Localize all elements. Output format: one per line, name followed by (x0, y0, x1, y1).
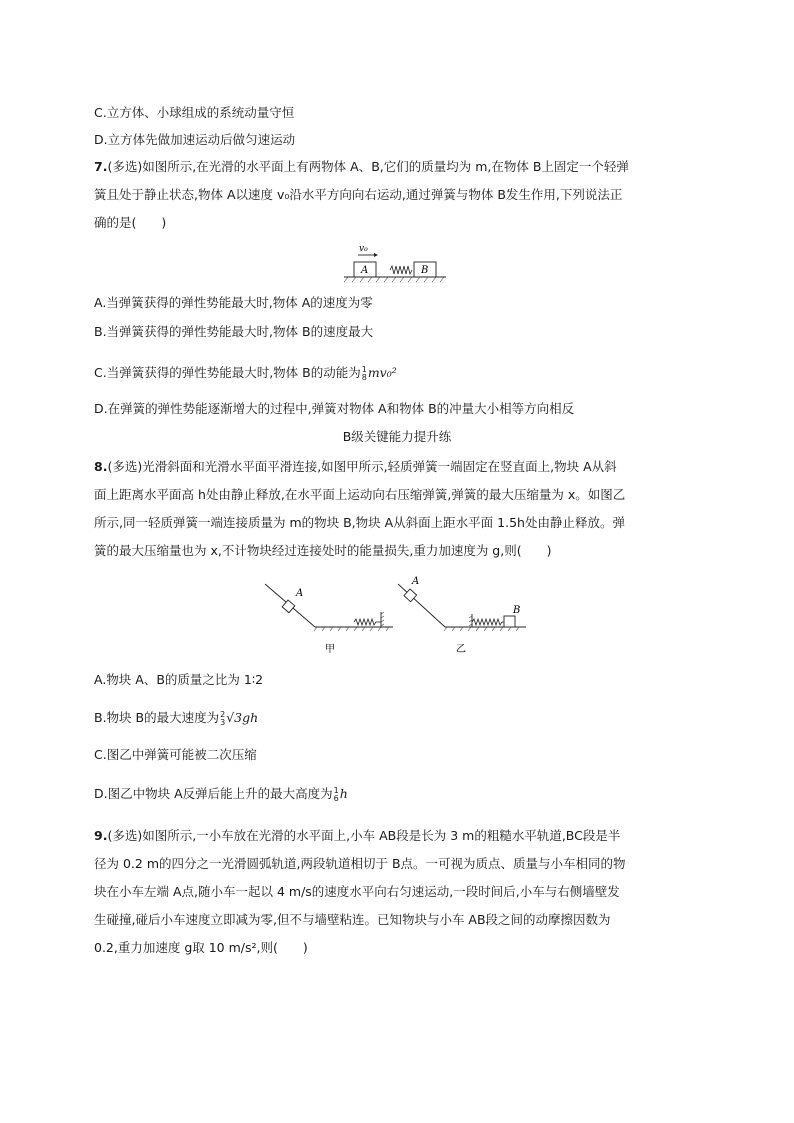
q7-stem-line1 (94, 158, 629, 176)
q7-fig-arrow-head (374, 253, 378, 257)
q8-stem-line3: 所示,同一轻质弹簧一端连接质量为 m的物块 B,物块 A从斜面上距水平面 1.5h处由静止释放。弹 (94, 515, 625, 530)
q7-frac-num: 1 (361, 364, 367, 374)
q7-option-c-fraction (362, 366, 367, 382)
q8-fig-left-wall-hatch (381, 612, 384, 626)
q8-fig-right-label-a: A (412, 576, 420, 587)
q7-stem-line2: 簧且处于静止状态,物体 A以速度 v₀沿水平方向向右运动,通过弹簧与物体 B发生作用,下列说法正 (94, 187, 623, 202)
q7-option-c-tail: mv₀² (367, 365, 397, 380)
q7-fig-label-a: A (361, 265, 369, 276)
q7-option-b: B.当弹簧获得的弹性势能最大时,物体 B的速度最大 (94, 324, 374, 339)
q8-option-b-prefix: B.物块 B的最大速度为 (94, 710, 220, 725)
q8-fig-right-label-b: B (513, 605, 521, 616)
q8-b-frac-num: 2 (220, 709, 226, 719)
q8-option-d-prefix: D.图乙中物块 A反弹后能上升的最大高度为 (94, 786, 333, 801)
q8-number: 8. (94, 459, 108, 474)
q8-option-c: C.图乙中弹簧可能被二次压缩 (94, 747, 257, 762)
q9-stem-text1: (多选)如图所示,一小车放在光滑的水平面上,小车 AB段是长为 3 m的粗糙水平轨道,BC段是半 (107, 828, 621, 843)
q9-stem-line2: 径为 0.2 m的四分之一光滑圆弧轨道,两段轨道相切于 B点。一可视为质点、质量与小车相同的物 (94, 856, 626, 871)
q7-fig-spring (390, 266, 412, 274)
q8-fig-right-wall-hatch (469, 616, 472, 626)
q8-option-a: A.物块 A、B的质量之比为 1∶2 (94, 672, 264, 687)
q7-option-a: A.当弹簧获得的弹性势能最大时,物体 A的速度为零 (94, 295, 373, 310)
q7-option-d: D.在弹簧的弹性势能逐渐增大的过程中,弹簧对物体 A和物体 B的冲量大小相等方向相反 (94, 401, 575, 416)
q7-stem-text1: (多选)如图所示,在光滑的水平面上有两物体 A、B,它们的质量均为 m,在物体 B上固定一个轻弹 (107, 159, 629, 174)
q9-number: 9. (94, 828, 108, 843)
q7-frac-den: 8 (361, 372, 367, 382)
q8-fig-right-slope (398, 584, 445, 627)
q8-b-frac-den: 3 (220, 717, 226, 727)
q8-stem-line1 (94, 458, 617, 476)
q8-fig-right-spring (472, 619, 504, 625)
q8-option-b-fraction (220, 711, 225, 727)
q7-stem-line3: 确的是( ) (94, 215, 167, 230)
q8-stem-line2: 面上距离水平面高 h处由静止释放,在水平面上运动向右压缩弹簧,弹簧的最大压缩量为 x。如图乙 (94, 487, 626, 502)
q9-stem-line3: 块在小车左端 A点,随小车一起以 4 m/s的速度水平向右匀速运动,一段时间后,小车与右侧墙壁发 (94, 884, 620, 899)
q8-d-frac-num: 1 (333, 785, 339, 795)
q8-fig-caption-left: 甲 (325, 644, 335, 655)
q9-stem-line5: 0.2,重力加速度 g取 10 m/s²,则( ) (94, 940, 308, 955)
q8-option-b (94, 709, 258, 727)
q8-option-d-fraction (334, 787, 339, 803)
q8-fig-left-spring (354, 619, 381, 625)
q8-fig-caption-right: 乙 (456, 644, 466, 655)
q9-stem-line4: 生碰撞,碰后小车速度立即减为零,但不与墙壁粘连。已知物块与小车 AB段之间的动摩擦因数为 (94, 912, 611, 927)
q6-option-d: D.立方体先做加速运动后做匀速运动 (94, 132, 296, 147)
q8-fig-left-hatch (314, 627, 389, 631)
q8-stem-line4: 簧的最大压缩量也为 x,不计物块经过连接处时的能量损失,重力加速度为 g,则( ) (94, 543, 552, 558)
section-title: B级关键能力提升练 (342, 429, 452, 444)
q7-fig-ground-hatch (344, 277, 444, 282)
q7-figure (340, 238, 450, 284)
q8-fig-right-hatch (444, 627, 519, 631)
q7-option-c (94, 364, 397, 382)
q8-option-d-tail: h (339, 786, 348, 801)
q8-stem-text1: (多选)光滑斜面和光滑水平面平滑连接,如图甲所示,轻质弹簧一端固定在竖直面上,物块 A从斜 (107, 459, 617, 474)
q8-figure (260, 572, 540, 658)
q7-fig-label-b: B (421, 265, 429, 276)
q8-fig-left-label-a: A (296, 588, 304, 599)
q7-number: 7. (94, 159, 108, 174)
q8-d-frac-den: 6 (333, 793, 339, 803)
q9-stem-line1 (94, 827, 620, 845)
q8-option-d (94, 785, 348, 803)
q7-option-c-prefix: C.当弹簧获得的弹性势能最大时,物体 B的动能为 (94, 365, 361, 380)
q8-option-b-root: √3gh (226, 710, 259, 725)
q8-fig-left-block-a (282, 600, 295, 613)
q6-option-c: C.立方体、小球组成的系统动量守恒 (94, 105, 295, 120)
q8-fig-right-block-b (504, 616, 515, 627)
q7-fig-v0-label: v₀ (359, 244, 368, 254)
